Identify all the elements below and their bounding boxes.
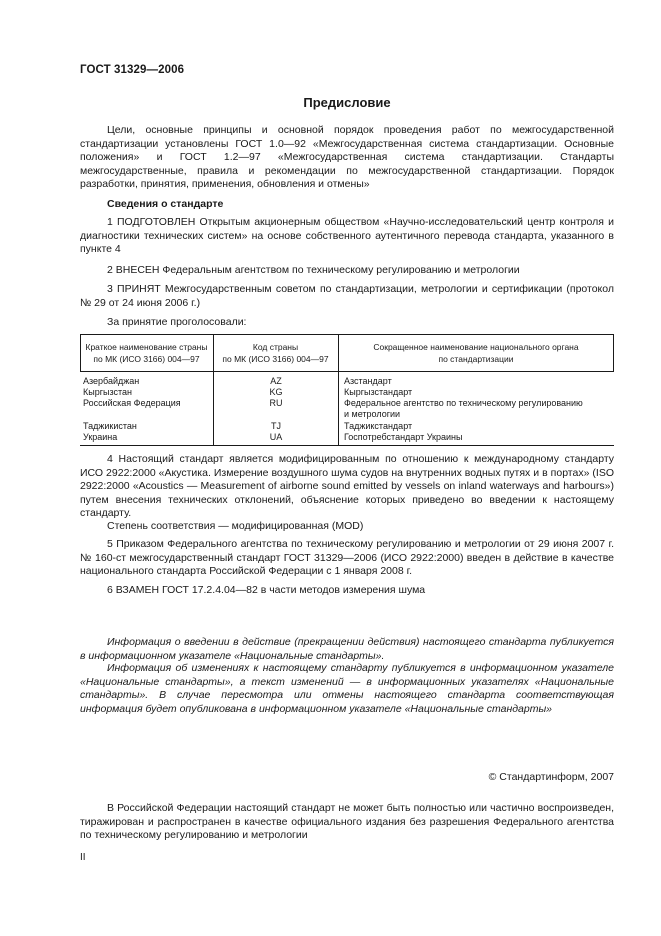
table-row: Российская Федерация RU Федеральное агентство по техническому регулированию (83, 398, 583, 408)
item-2-paragraph: 2 ВНЕСЕН Федеральным агентством по техническому регулированию и метрологии (107, 264, 520, 276)
table-row: Азербайджан AZ Азстандарт (83, 376, 392, 386)
info-paragraph-2: Информация об изменениях к настоящему стандарту публикуется в информационном указателе «Национальные стандарты», а текст изменений — в информационных указателях «Национальные стандарты». В случае пересмотра или отмены настоящего стандарта соответствующая информация будет опубликована в информационном указателе «Национальные стандарты» (80, 662, 614, 715)
item-5-paragraph: 5 Приказом Федерального агентства по техническому регулированию и метрологии от 29 июня 2007 г. № 160-ст межгосударственный стандарт ГОСТ 31329—2006 (ИСО 2922:2000) введен в действие в качестве национального стандарта Российской Федерации с 1 января 2008 г. (80, 538, 614, 577)
voting-table (80, 334, 614, 446)
intro-paragraph: Цели, основные принципы и основной порядок проведения работ по межгосударственной стандартизации установлены ГОСТ 1.0—92 «Межгосударственная система стандартизации. Основные положения» и ГОСТ 1.2—97 «Межгосударственная система стандартизации. Стандарты межгосударственные, правила и рекомендации по межгосударственной стандартизации. Порядок разработки, принятия, применения, обновления и отмены» (80, 124, 614, 190)
subheading: Сведения о стандарте (107, 198, 224, 210)
reproduction-notice: В Российской Федерации настоящий стандарт не может быть полностью или частично воспроизведен, тиражирован и распространен в качестве официального издания без разрешения Федерального агентства по техническому регулированию и метрологии (80, 802, 614, 841)
table-header-organization: Сокращенное наименование национального органа по стандартизации (373, 342, 579, 364)
item-6-paragraph: 6 ВЗАМЕН ГОСТ 17.2.4.04—82 в части методов измерения шума (107, 584, 426, 596)
document-code-header: ГОСТ 31329—2006 (80, 64, 185, 76)
table-header-country: Краткое наименование страны по МК (ИСО 3166) 004—97 (85, 342, 208, 364)
item-3-paragraph: 3 ПРИНЯТ Межгосударственным советом по стандартизации, метрологии и сертификации (протокол № 29 от 24 июня 2006 г.) (80, 283, 614, 309)
item-4-paragraph: 4 Настоящий стандарт является модифицированным по отношению к международному стандарту ИСО 2922:2000 «Акустика. Измерение воздушного шума судов на внутренних водных путях и в портах» (ISO 2922:2000 «Acoustics — Measurement of airborne sound emitted by vessels on inland waterways and harbours») путем внесения технических отклонений, объяснение которых приведено во введении к настоящему стандарту. (80, 453, 614, 519)
page-number: II (80, 852, 86, 863)
table-header-code: Код страны по МК (ИСО 3166) 004—97 (222, 342, 329, 364)
item-1-paragraph: 1 ПОДГОТОВЛЕН Открытым акционерным обществом «Научно-исследовательский центр контроля и диагностики технических систем» на основе собственного аутентичного перевода стандарта, указанного в пункте 4 (80, 216, 614, 255)
voted-label: За принятие проголосовали: (107, 316, 247, 328)
table-row: Украина UA Госпотребстандарт Украины (83, 432, 463, 442)
item-4-conformity: Степень соответствия — модифицированная (MOD) (107, 520, 364, 532)
page-title: Предисловие (303, 95, 391, 110)
copyright-line: © Стандартинформ, 2007 (488, 771, 614, 783)
table-row: Таджикистан TJ Таджикстандарт (83, 421, 413, 431)
table-row-continuation: и метрологии (344, 409, 401, 419)
table-row: Кыргызстан KG Кыргызстандарт (83, 387, 413, 397)
info-paragraph-1: Информация о введении в действие (прекращении действия) настоящего стандарта публикуется в информационном указателе «Национальные стандарты». (80, 636, 614, 662)
